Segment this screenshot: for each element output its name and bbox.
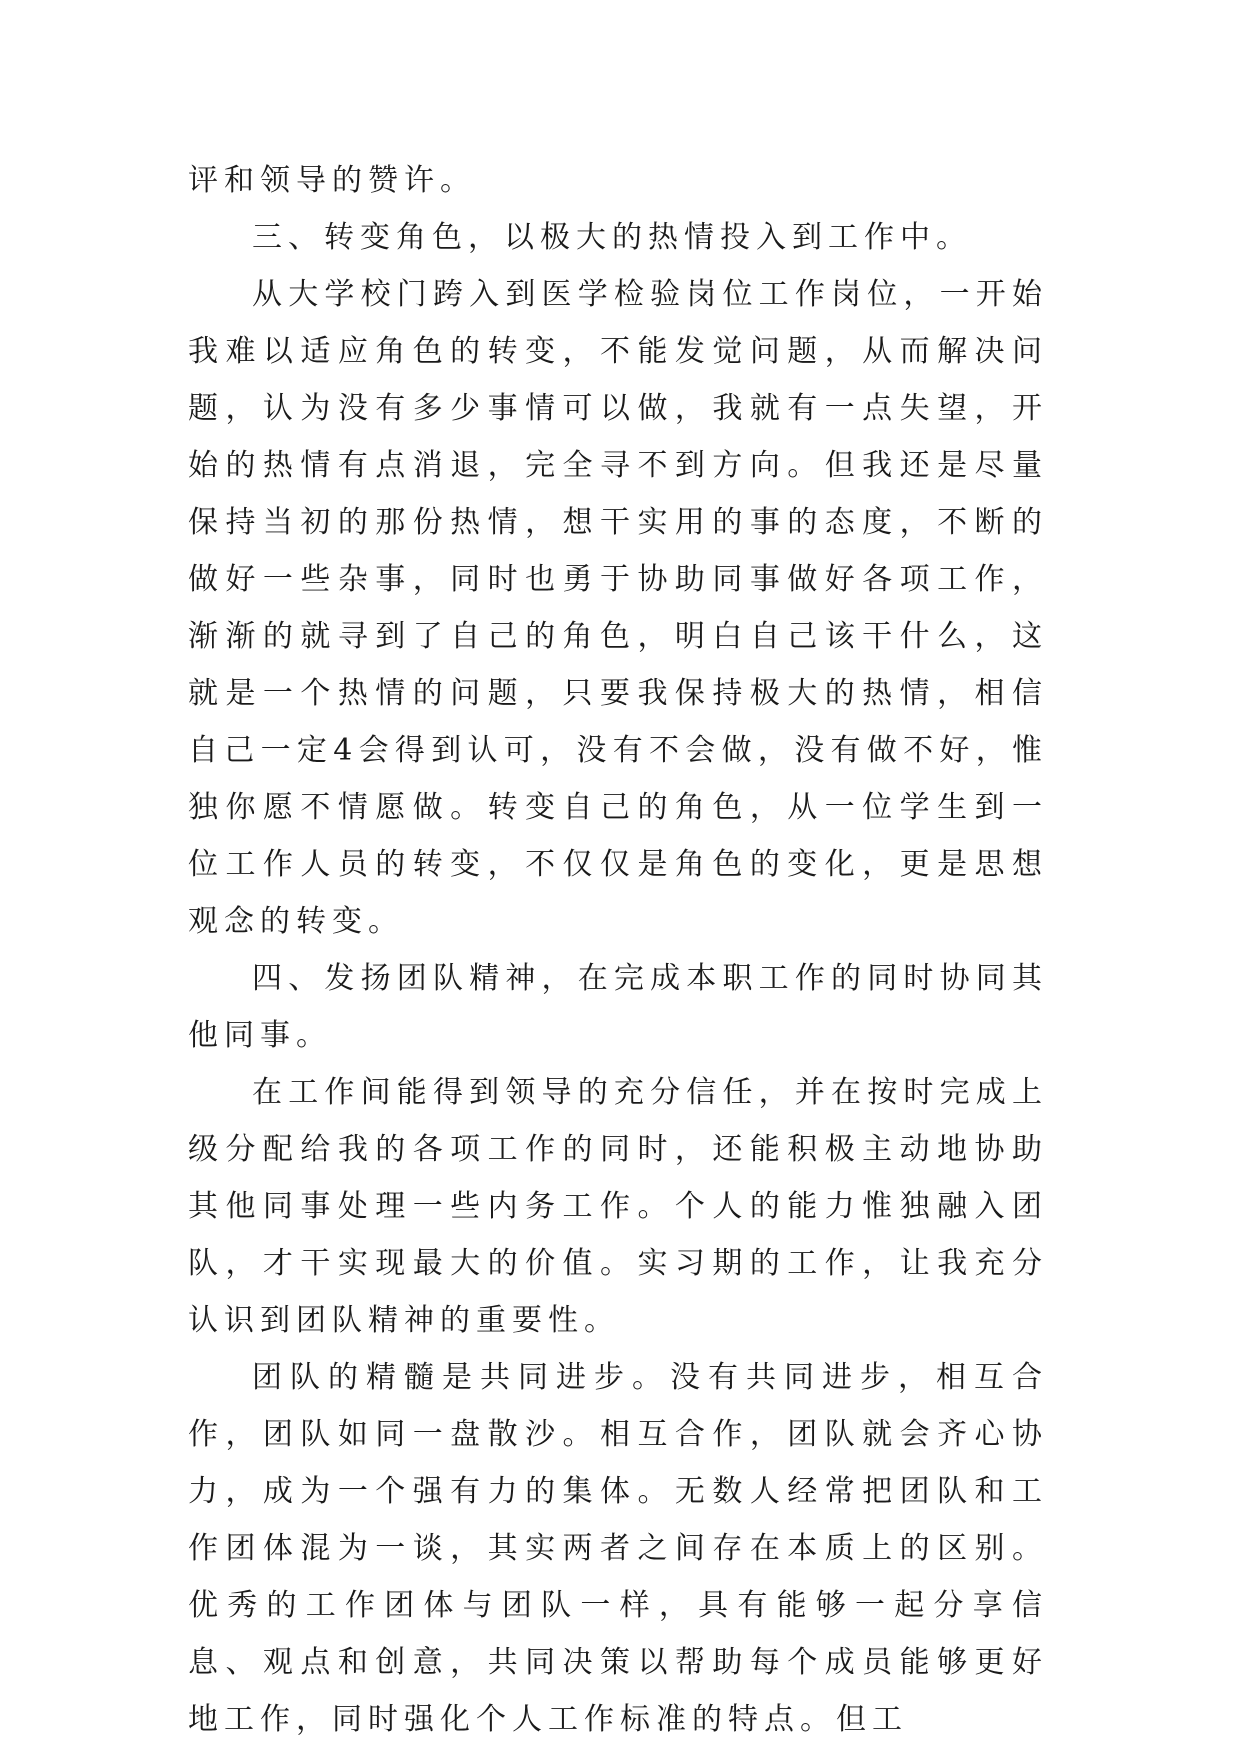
paragraph-team-essence: 团队的精髓是共同进步。没有共同进步，相互合作，团队如同一盘散沙。相互合作，团队就会齐心协力，成为一个强有力的集体。无数人经常把团队和工作团体混为一谈，其实两者之间存在本质上的区别。优秀的工作团体与团队一样，具有能够一起分享信息、观点和创意，共同决策以帮助每个成员能够更好地工作，同时强化个人工作标准的特点。但工 (188, 1360, 1048, 1737)
section-heading-four: 四、发扬团队精神，在完成本职工作的同时协同其他同事。 (188, 961, 1048, 1053)
paragraph-role-change: 从大学校门跨入到医学检验岗位工作岗位，一开始我难以适应角色的转变，不能发觉问题，从而解决问题，认为没有多少事情可以做，我就有一点失望，开始的热情有点消退，完全寻不到方向。但我还是尽量保持当初的那份热情，想干实用的事的态度，不断的做好一些杂事，同时也勇于协助同事做好各项工作，渐渐的就寻到了自己的角色，明白自己该干什么，这就是一个热情的问题，只要我保持极大的热情，相信自己一定4会得到认可，没有不会做，没有做不好，惟独你愿不情愿做。转变自己的角色，从一位学生到一位工作人员的转变，不仅仅是角色的变化，更是思想观念的转变。 (188, 277, 1048, 939)
paragraph-continuation: 评和领导的赞许。 (188, 163, 476, 198)
paragraph-teamwork: 在工作间能得到领导的充分信任，并在按时完成上级分配给我的各项工作的同时，还能积极主动地协助其他同事处理一些内务工作。个人的能力惟独融入团队，才干实现最大的价值。实习期的工作，让我充分认识到团队精神的重要性。 (188, 1075, 1048, 1338)
document-body (188, 152, 1048, 1748)
section-heading-three: 三、转变角色，以极大的热情投入到工作中。 (252, 220, 972, 255)
